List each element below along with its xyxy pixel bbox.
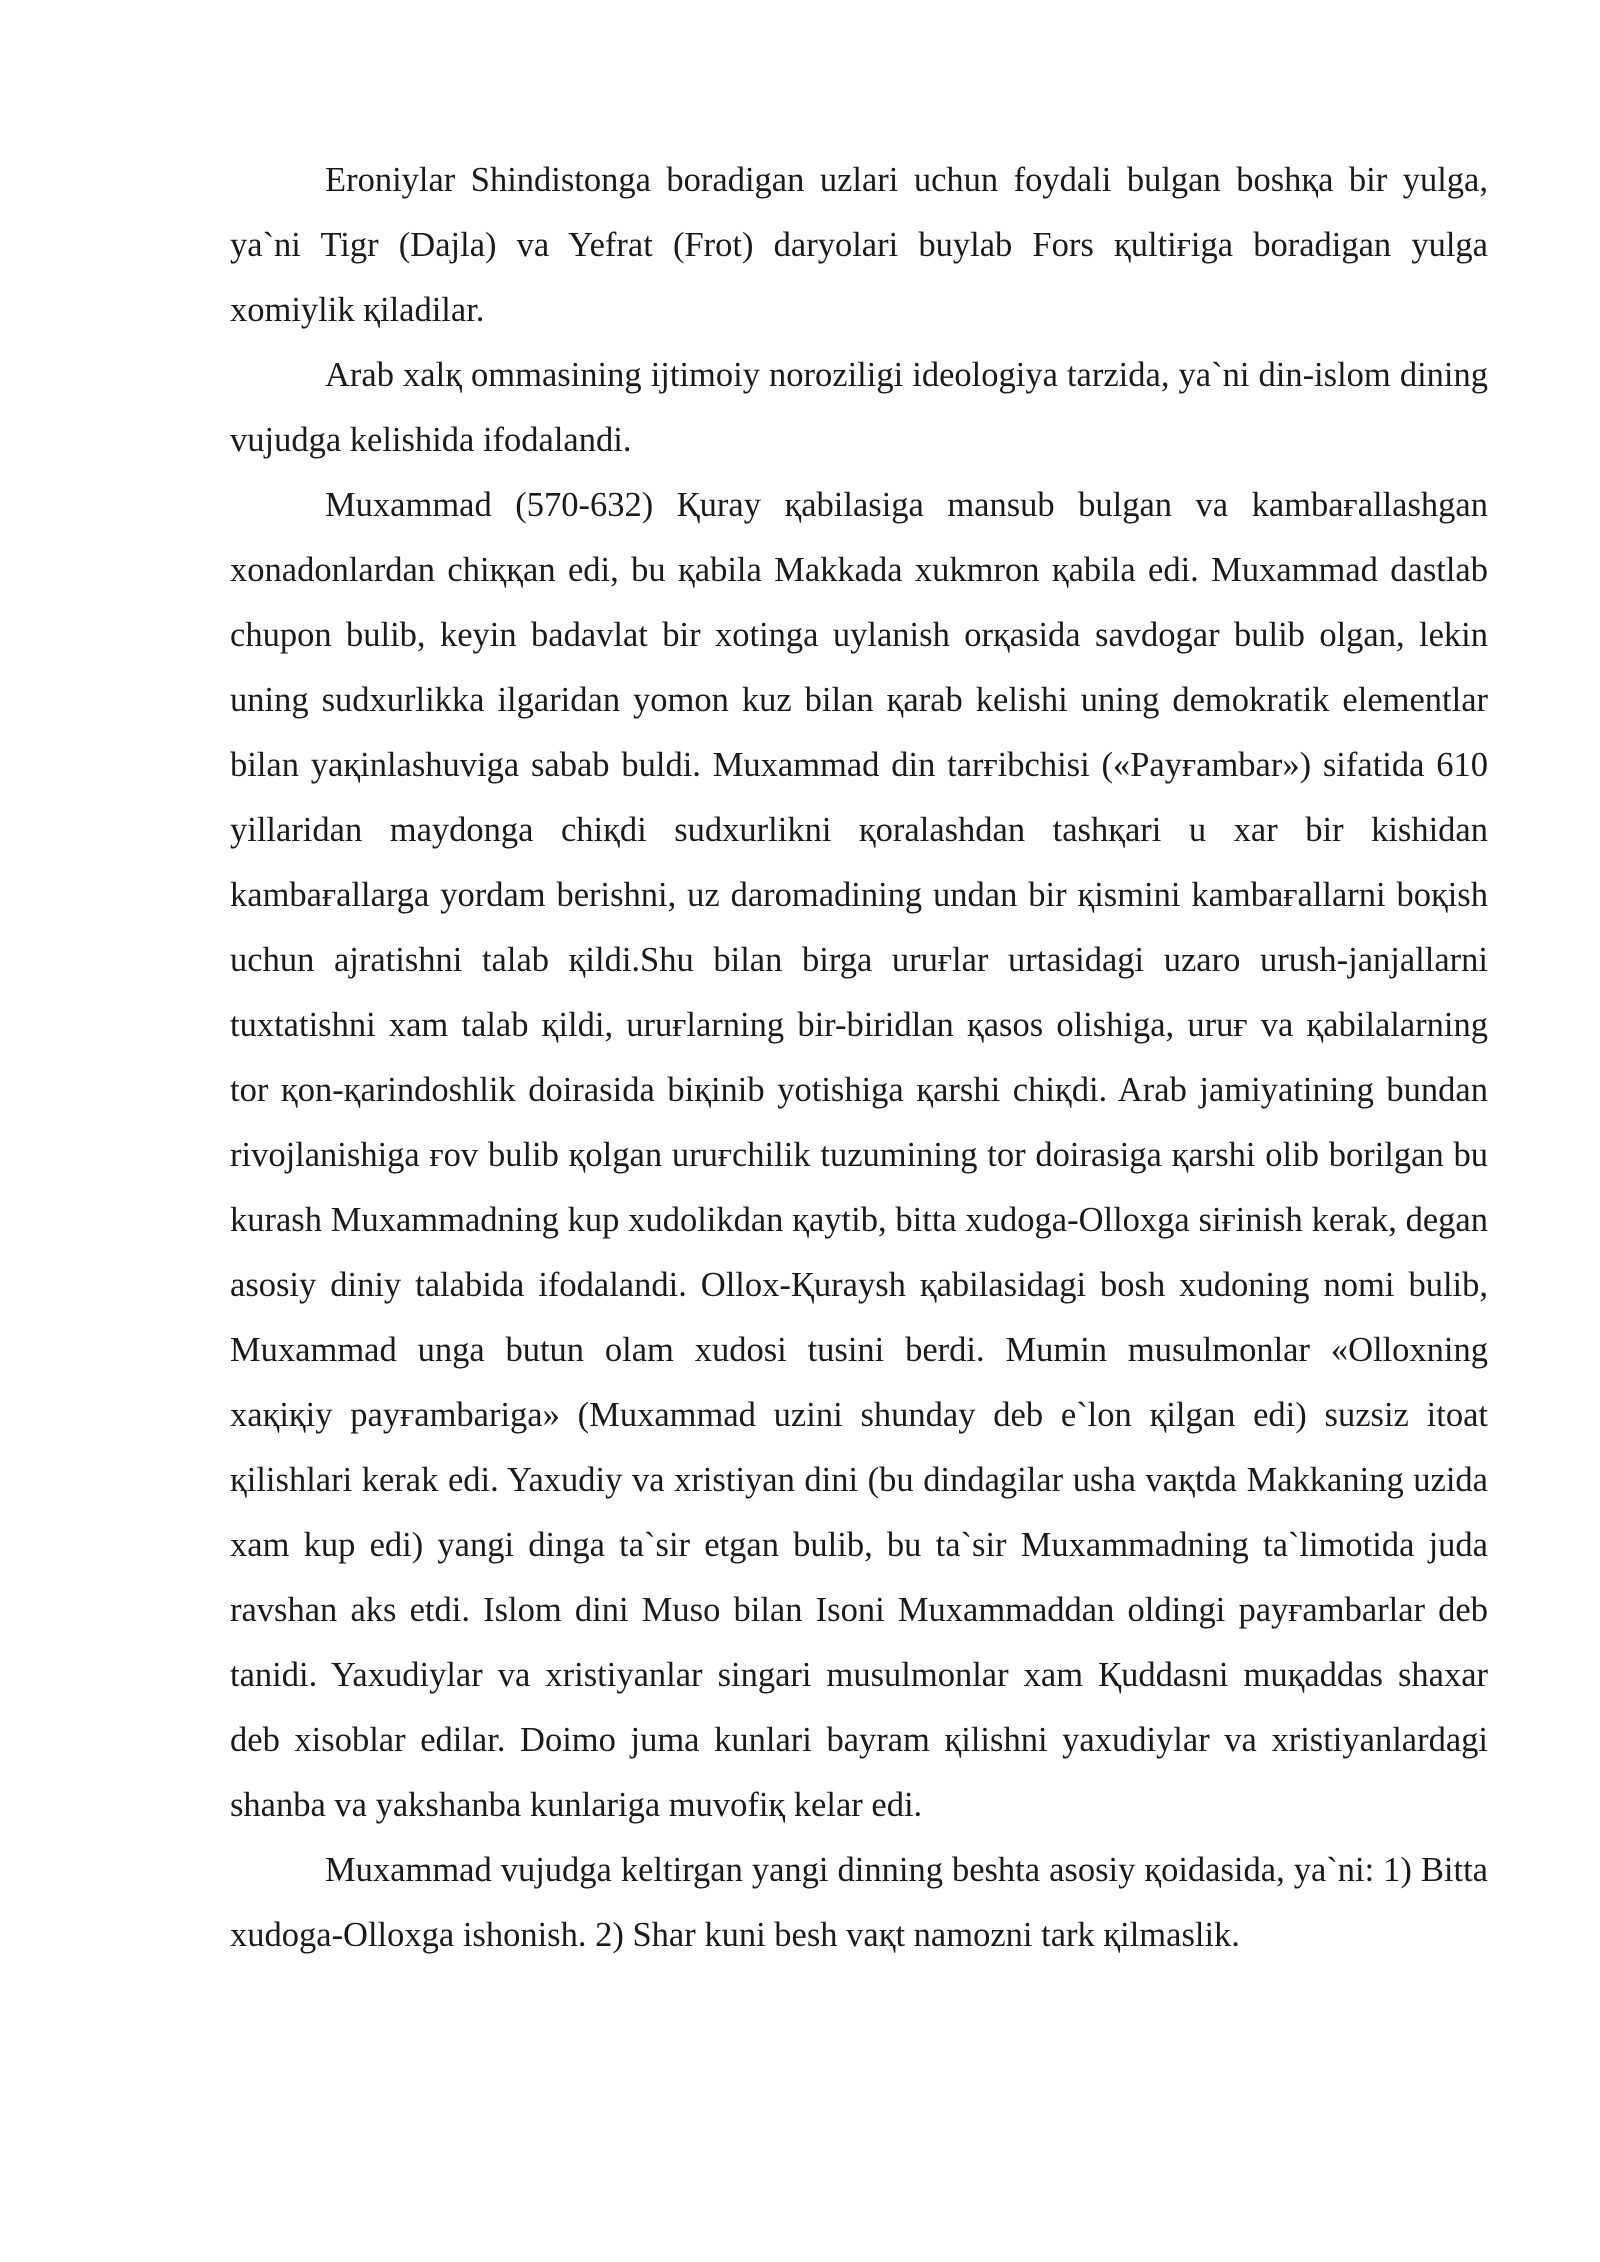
document-body [230,148,1488,1968]
paragraph-3: Muxammad (570-632) Қuray қabilasiga mansub bulgan va kambaғallashgan xonadonlardan chiққan edi, bu қabila Makkada xukmron қabila edi. Muxammad dastlab chupon bulib, keyin badavlat bir xotinga uylanish orқasida savdogar bulib olgan, lekin uning sudxurlikka ilgaridan yomon kuz bilan қarab kelishi uning demokratik elementlar bilan yaқinlashuviga sabab buldi. Muxammad din tarғibchisi («Payғambar») sifatida 610 yillaridan maydonga chiқdi sudxurlikni қoralashdan tashқari u xar bir kishidan kambaғallarga yordam berishni, uz daromadining undan bir қismini kambaғallarni boқish uchun ajratishni talab қildi.Shu bilan birga uruғlar urtasidagi uzaro urush-janjallarni tuxtatishni xam talab қildi, uruғlarning bir-biridlan қasos olishiga, uruғ va қabilalarning tor қon-қarindoshlik doirasida biқinib yotishiga қarshi chiқdi. Arab jamiyatining bundan rivojlanishiga ғov bulib қolgan uruғchilik tuzumining tor doirasiga қarshi olib borilgan bu kurash Muxammadning kup xudolikdan қaytib, bitta xudoga-Olloxga siғinish kerak, degan asosiy diniy talabida ifodalandi. Ollox-Қuraysh қabilasidagi bosh xudoning nomi bulib, Muxammad unga butun olam xudosi tusini berdi. Mumin musulmonlar «Olloxning xaқiқiy payғambariga» (Muxammad uzini shunday deb e`lon қilgan edi) suzsiz itoat қilishlari kerak edi. Yaxudiy va xristiyan dini (bu dindagilar usha vaқtda Makkaning uzida xam kup edi) yangi dinga ta`sir etgan bulib, bu ta`sir Muxammadning ta`limotida juda ravshan aks etdi. Islom dini Muso bilan Isoni Muxammaddan oldingi payғambarlar deb tanidi. Yaxudiylar va xristiyanlar singari musulmonlar xam Қuddasni muқaddas shaxar deb xisoblar edilar. Doimo juma kunlari bayram қilishni yaxudiylar va xristiyanlardagi shanba va yakshanba kunlariga muvofiқ kelar edi. [230,486,1488,1824]
paragraph-1: Eroniylar Shindistonga boradigan uzlari uchun foydali bulgan boshқa bir yulga, ya`ni Tigr (Dajla) va Yefrat (Frot) daryolari buylab Fors қultiғiga boradigan yulga xomiylik қiladilar. [230,161,1488,329]
paragraph-2: Arab xalқ ommasining ijtimoiy noroziligi ideologiya tarzida, ya`ni din-islom dining vujudga kelishida ifodalandi. [230,356,1488,459]
paragraph-4: Muxammad vujudga keltirgan yangi dinning beshta asosiy қoidasida, ya`ni: 1) Bitta xudoga-Olloxga ishonish. 2) Shar kuni besh vaқt namozni tark қilmaslik. [230,1851,1488,1954]
